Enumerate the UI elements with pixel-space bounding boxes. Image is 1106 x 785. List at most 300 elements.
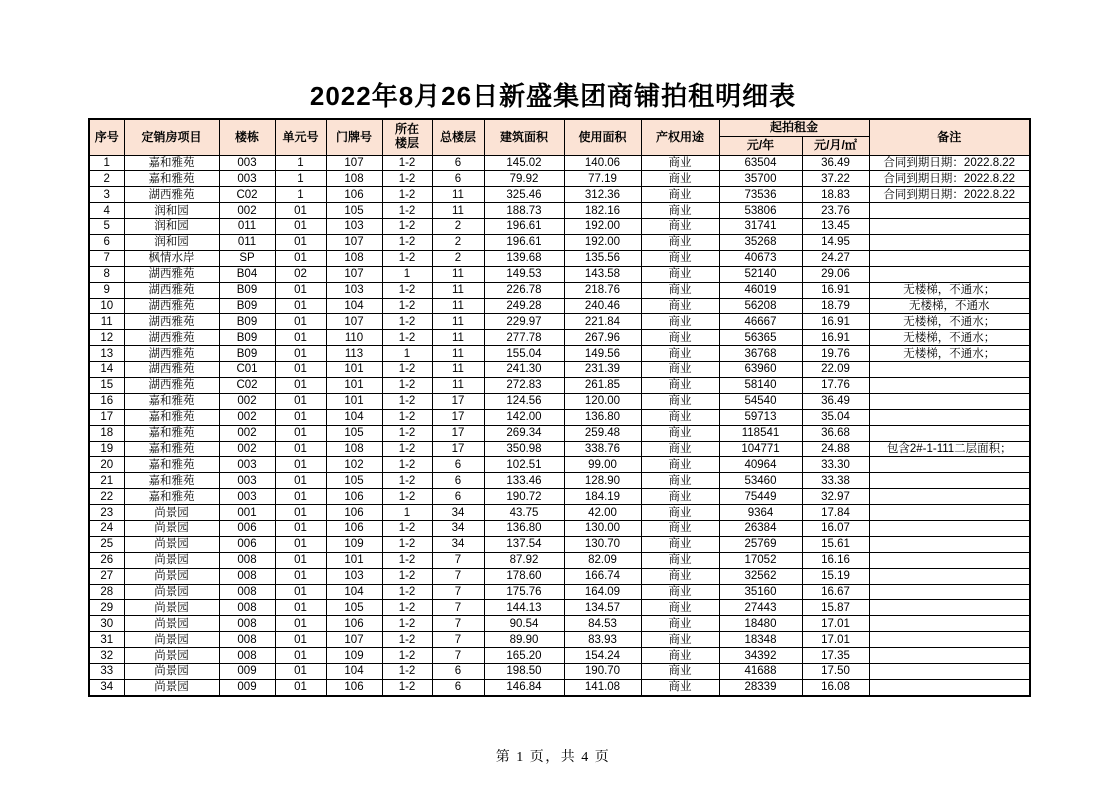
cell-unit: 01 xyxy=(275,536,326,552)
cell-remark: 合同到期日期：2022.8.22 xyxy=(869,171,1030,187)
table-row xyxy=(89,266,1030,282)
cell-remark: 合同到期日期：2022.8.22 xyxy=(869,155,1030,171)
cell-gross-area: 142.00 xyxy=(484,409,564,425)
cell-seq: 33 xyxy=(89,664,124,680)
cell-door: 105 xyxy=(326,203,382,219)
table-row xyxy=(89,362,1030,378)
cell-total-floors: 7 xyxy=(432,552,484,568)
table-row xyxy=(89,600,1030,616)
cell-door: 110 xyxy=(326,330,382,346)
cell-gross-area: 229.97 xyxy=(484,314,564,330)
cell-rent-month-sqm: 36.49 xyxy=(802,155,869,171)
cell-gross-area: 145.02 xyxy=(484,155,564,171)
cell-remark xyxy=(869,425,1030,441)
cell-rent-year: 53806 xyxy=(719,203,802,219)
cell-rent-year: 104771 xyxy=(719,441,802,457)
cell-door: 106 xyxy=(326,505,382,521)
cell-rent-month-sqm: 16.91 xyxy=(802,314,869,330)
cell-total-floors: 17 xyxy=(432,425,484,441)
cell-gross-area: 79.92 xyxy=(484,171,564,187)
cell-seq: 16 xyxy=(89,393,124,409)
cell-unit: 01 xyxy=(275,552,326,568)
cell-total-floors: 11 xyxy=(432,187,484,203)
cell-building: 002 xyxy=(219,409,275,425)
cell-building: SP xyxy=(219,250,275,266)
cell-unit: 01 xyxy=(275,473,326,489)
cell-gross-area: 226.78 xyxy=(484,282,564,298)
table-row xyxy=(89,457,1030,473)
cell-remark xyxy=(869,234,1030,250)
cell-usable-area: 83.93 xyxy=(564,632,641,648)
cell-usable-area: 312.36 xyxy=(564,187,641,203)
cell-project: 湖西雅苑 xyxy=(124,314,219,330)
cell-door: 109 xyxy=(326,648,382,664)
cell-usable-area: 192.00 xyxy=(564,219,641,235)
cell-property-use: 商业 xyxy=(641,250,719,266)
cell-property-use: 商业 xyxy=(641,425,719,441)
cell-property-use: 商业 xyxy=(641,520,719,536)
cell-building: B09 xyxy=(219,314,275,330)
cell-seq: 20 xyxy=(89,457,124,473)
cell-floor: 1-2 xyxy=(382,679,432,695)
cell-floor: 1 xyxy=(382,505,432,521)
cell-gross-area: 196.61 xyxy=(484,219,564,235)
table-row xyxy=(89,679,1030,695)
header-building: 楼栋 xyxy=(219,119,275,155)
header-rent-per-month-sqm: 元/月/㎡ xyxy=(802,136,869,155)
cell-gross-area: 350.98 xyxy=(484,441,564,457)
cell-gross-area: 136.80 xyxy=(484,520,564,536)
cell-usable-area: 231.39 xyxy=(564,362,641,378)
cell-remark xyxy=(869,679,1030,695)
cell-building: 008 xyxy=(219,568,275,584)
cell-gross-area: 269.34 xyxy=(484,425,564,441)
cell-gross-area: 139.68 xyxy=(484,250,564,266)
cell-seq: 10 xyxy=(89,298,124,314)
cell-project: 嘉和雅苑 xyxy=(124,441,219,457)
cell-door: 103 xyxy=(326,568,382,584)
cell-building: 008 xyxy=(219,600,275,616)
cell-floor: 1-2 xyxy=(382,568,432,584)
cell-remark xyxy=(869,409,1030,425)
cell-building: 006 xyxy=(219,536,275,552)
cell-rent-month-sqm: 16.91 xyxy=(802,282,869,298)
page-footer: 第 1 页，共 4 页 xyxy=(495,750,611,765)
cell-rent-month-sqm: 14.95 xyxy=(802,234,869,250)
cell-floor: 1-2 xyxy=(382,552,432,568)
cell-gross-area: 190.72 xyxy=(484,489,564,505)
cell-rent-year: 9364 xyxy=(719,505,802,521)
cell-seq: 30 xyxy=(89,616,124,632)
cell-floor: 1-2 xyxy=(382,282,432,298)
cell-door: 103 xyxy=(326,282,382,298)
cell-remark xyxy=(869,568,1030,584)
cell-gross-area: 137.54 xyxy=(484,536,564,552)
cell-rent-year: 118541 xyxy=(719,425,802,441)
cell-unit: 01 xyxy=(275,457,326,473)
table-row xyxy=(89,219,1030,235)
cell-seq: 1 xyxy=(89,155,124,171)
cell-door: 107 xyxy=(326,234,382,250)
cell-usable-area: 166.74 xyxy=(564,568,641,584)
cell-building: 008 xyxy=(219,616,275,632)
cell-rent-year: 53460 xyxy=(719,473,802,489)
table-row xyxy=(89,552,1030,568)
cell-rent-year: 31741 xyxy=(719,219,802,235)
cell-total-floors: 6 xyxy=(432,679,484,695)
cell-floor: 1-2 xyxy=(382,377,432,393)
cell-unit: 01 xyxy=(275,489,326,505)
cell-building: B09 xyxy=(219,346,275,362)
cell-remark: 合同到期日期：2022.8.22 xyxy=(869,187,1030,203)
cell-building: 009 xyxy=(219,664,275,680)
cell-project: 尚景园 xyxy=(124,584,219,600)
cell-unit: 01 xyxy=(275,632,326,648)
cell-rent-year: 54540 xyxy=(719,393,802,409)
cell-unit: 01 xyxy=(275,346,326,362)
cell-floor: 1-2 xyxy=(382,489,432,505)
cell-property-use: 商业 xyxy=(641,679,719,695)
cell-remark xyxy=(869,362,1030,378)
cell-seq: 15 xyxy=(89,377,124,393)
cell-usable-area: 218.76 xyxy=(564,282,641,298)
cell-usable-area: 149.56 xyxy=(564,346,641,362)
cell-door: 109 xyxy=(326,536,382,552)
cell-usable-area: 42.00 xyxy=(564,505,641,521)
cell-door: 108 xyxy=(326,171,382,187)
cell-building: 001 xyxy=(219,505,275,521)
cell-total-floors: 7 xyxy=(432,568,484,584)
cell-usable-area: 82.09 xyxy=(564,552,641,568)
cell-gross-area: 144.13 xyxy=(484,600,564,616)
cell-rent-month-sqm: 24.27 xyxy=(802,250,869,266)
cell-building: 008 xyxy=(219,648,275,664)
table-row xyxy=(89,298,1030,314)
cell-building: 008 xyxy=(219,584,275,600)
cell-gross-area: 102.51 xyxy=(484,457,564,473)
cell-remark xyxy=(869,600,1030,616)
cell-property-use: 商业 xyxy=(641,632,719,648)
cell-property-use: 商业 xyxy=(641,234,719,250)
cell-floor: 1 xyxy=(382,346,432,362)
cell-seq: 29 xyxy=(89,600,124,616)
cell-unit: 01 xyxy=(275,409,326,425)
table-row xyxy=(89,473,1030,489)
cell-remark xyxy=(869,219,1030,235)
cell-remark xyxy=(869,473,1030,489)
cell-unit: 01 xyxy=(275,330,326,346)
cell-door: 104 xyxy=(326,584,382,600)
cell-remark: 无楼梯，不通水； xyxy=(869,346,1030,362)
cell-project: 湖西雅苑 xyxy=(124,282,219,298)
cell-usable-area: 130.00 xyxy=(564,520,641,536)
cell-seq: 14 xyxy=(89,362,124,378)
cell-project: 润和园 xyxy=(124,219,219,235)
cell-property-use: 商业 xyxy=(641,171,719,187)
cell-project: 尚景园 xyxy=(124,616,219,632)
cell-total-floors: 2 xyxy=(432,250,484,266)
cell-unit: 01 xyxy=(275,600,326,616)
cell-seq: 27 xyxy=(89,568,124,584)
cell-total-floors: 11 xyxy=(432,266,484,282)
cell-project: 尚景园 xyxy=(124,632,219,648)
cell-property-use: 商业 xyxy=(641,489,719,505)
cell-total-floors: 11 xyxy=(432,282,484,298)
cell-door: 105 xyxy=(326,600,382,616)
cell-unit: 01 xyxy=(275,393,326,409)
cell-usable-area: 140.06 xyxy=(564,155,641,171)
cell-property-use: 商业 xyxy=(641,536,719,552)
cell-unit: 01 xyxy=(275,616,326,632)
cell-property-use: 商业 xyxy=(641,648,719,664)
cell-unit: 01 xyxy=(275,441,326,457)
cell-project: 润和园 xyxy=(124,203,219,219)
cell-floor: 1-2 xyxy=(382,219,432,235)
cell-seq: 13 xyxy=(89,346,124,362)
cell-project: 湖西雅苑 xyxy=(124,266,219,282)
cell-remark xyxy=(869,489,1030,505)
cell-rent-year: 58140 xyxy=(719,377,802,393)
cell-property-use: 商业 xyxy=(641,362,719,378)
cell-seq: 19 xyxy=(89,441,124,457)
cell-floor: 1-2 xyxy=(382,536,432,552)
cell-door: 106 xyxy=(326,616,382,632)
cell-total-floors: 6 xyxy=(432,171,484,187)
cell-building: B04 xyxy=(219,266,275,282)
cell-door: 104 xyxy=(326,409,382,425)
cell-property-use: 商业 xyxy=(641,377,719,393)
header-starting-rent: 起拍租金 xyxy=(719,119,869,136)
cell-floor: 1-2 xyxy=(382,234,432,250)
cell-gross-area: 277.78 xyxy=(484,330,564,346)
cell-property-use: 商业 xyxy=(641,330,719,346)
cell-total-floors: 6 xyxy=(432,457,484,473)
cell-total-floors: 2 xyxy=(432,219,484,235)
cell-door: 106 xyxy=(326,187,382,203)
cell-property-use: 商业 xyxy=(641,441,719,457)
cell-total-floors: 11 xyxy=(432,298,484,314)
cell-property-use: 商业 xyxy=(641,298,719,314)
cell-door: 107 xyxy=(326,266,382,282)
cell-remark xyxy=(869,520,1030,536)
cell-usable-area: 143.58 xyxy=(564,266,641,282)
cell-unit: 01 xyxy=(275,505,326,521)
cell-project: 嘉和雅苑 xyxy=(124,409,219,425)
table-row xyxy=(89,234,1030,250)
cell-rent-month-sqm: 23.76 xyxy=(802,203,869,219)
cell-rent-year: 59713 xyxy=(719,409,802,425)
cell-building: C02 xyxy=(219,187,275,203)
cell-total-floors: 11 xyxy=(432,362,484,378)
cell-unit: 01 xyxy=(275,250,326,266)
cell-gross-area: 155.04 xyxy=(484,346,564,362)
cell-gross-area: 90.54 xyxy=(484,616,564,632)
header-remarks: 备注 xyxy=(869,119,1030,155)
cell-total-floors: 7 xyxy=(432,600,484,616)
cell-property-use: 商业 xyxy=(641,552,719,568)
cell-gross-area: 188.73 xyxy=(484,203,564,219)
header-unit: 单元号 xyxy=(275,119,326,155)
cell-rent-year: 56365 xyxy=(719,330,802,346)
cell-seq: 23 xyxy=(89,505,124,521)
cell-project: 湖西雅苑 xyxy=(124,377,219,393)
cell-seq: 7 xyxy=(89,250,124,266)
cell-seq: 2 xyxy=(89,171,124,187)
header-gross-area: 建筑面积 xyxy=(484,119,564,155)
cell-floor: 1-2 xyxy=(382,584,432,600)
cell-floor: 1-2 xyxy=(382,616,432,632)
cell-building: 008 xyxy=(219,632,275,648)
cell-project: 尚景园 xyxy=(124,568,219,584)
cell-usable-area: 99.00 xyxy=(564,457,641,473)
cell-total-floors: 6 xyxy=(432,489,484,505)
cell-rent-year: 18480 xyxy=(719,616,802,632)
cell-project: 尚景园 xyxy=(124,505,219,521)
cell-gross-area: 198.50 xyxy=(484,664,564,680)
cell-gross-area: 165.20 xyxy=(484,648,564,664)
cell-floor: 1-2 xyxy=(382,409,432,425)
cell-unit: 01 xyxy=(275,282,326,298)
cell-remark xyxy=(869,664,1030,680)
cell-unit: 1 xyxy=(275,155,326,171)
cell-usable-area: 267.96 xyxy=(564,330,641,346)
cell-floor: 1-2 xyxy=(382,314,432,330)
cell-project: 嘉和雅苑 xyxy=(124,393,219,409)
cell-seq: 21 xyxy=(89,473,124,489)
cell-total-floors: 11 xyxy=(432,346,484,362)
cell-property-use: 商业 xyxy=(641,393,719,409)
cell-project: 尚景园 xyxy=(124,648,219,664)
cell-rent-year: 32562 xyxy=(719,568,802,584)
cell-total-floors: 6 xyxy=(432,155,484,171)
cell-building: B09 xyxy=(219,282,275,298)
cell-rent-month-sqm: 17.01 xyxy=(802,632,869,648)
cell-property-use: 商业 xyxy=(641,600,719,616)
cell-unit: 01 xyxy=(275,362,326,378)
cell-rent-year: 28339 xyxy=(719,679,802,695)
header-property-use: 产权用途 xyxy=(641,119,719,155)
cell-total-floors: 6 xyxy=(432,473,484,489)
cell-total-floors: 2 xyxy=(432,234,484,250)
cell-total-floors: 34 xyxy=(432,536,484,552)
cell-building: 003 xyxy=(219,473,275,489)
cell-floor: 1-2 xyxy=(382,632,432,648)
cell-rent-month-sqm: 18.79 xyxy=(802,298,869,314)
cell-rent-month-sqm: 22.09 xyxy=(802,362,869,378)
cell-unit: 01 xyxy=(275,568,326,584)
cell-usable-area: 338.76 xyxy=(564,441,641,457)
cell-usable-area: 154.24 xyxy=(564,648,641,664)
cell-total-floors: 17 xyxy=(432,409,484,425)
table-row xyxy=(89,648,1030,664)
cell-rent-year: 46667 xyxy=(719,314,802,330)
cell-project: 尚景园 xyxy=(124,520,219,536)
cell-gross-area: 146.84 xyxy=(484,679,564,695)
cell-door: 103 xyxy=(326,219,382,235)
cell-rent-year: 26384 xyxy=(719,520,802,536)
cell-floor: 1-2 xyxy=(382,171,432,187)
cell-project: 尚景园 xyxy=(124,679,219,695)
cell-usable-area: 259.48 xyxy=(564,425,641,441)
header-usable-area: 使用面积 xyxy=(564,119,641,155)
cell-remark xyxy=(869,505,1030,521)
cell-property-use: 商业 xyxy=(641,457,719,473)
cell-seq: 34 xyxy=(89,679,124,695)
cell-floor: 1-2 xyxy=(382,362,432,378)
cell-rent-year: 35160 xyxy=(719,584,802,600)
cell-usable-area: 240.46 xyxy=(564,298,641,314)
table-row xyxy=(89,505,1030,521)
cell-rent-year: 40673 xyxy=(719,250,802,266)
cell-unit: 01 xyxy=(275,219,326,235)
cell-property-use: 商业 xyxy=(641,282,719,298)
cell-usable-area: 136.80 xyxy=(564,409,641,425)
cell-floor: 1-2 xyxy=(382,664,432,680)
cell-rent-month-sqm: 17.01 xyxy=(802,616,869,632)
cell-rent-month-sqm: 17.35 xyxy=(802,648,869,664)
cell-rent-year: 46019 xyxy=(719,282,802,298)
cell-seq: 22 xyxy=(89,489,124,505)
cell-project: 嘉和雅苑 xyxy=(124,473,219,489)
cell-rent-year: 63504 xyxy=(719,155,802,171)
cell-rent-month-sqm: 33.38 xyxy=(802,473,869,489)
table-row xyxy=(89,409,1030,425)
header-total-floors: 总楼层 xyxy=(432,119,484,155)
cell-rent-year: 25769 xyxy=(719,536,802,552)
cell-unit: 02 xyxy=(275,266,326,282)
cell-rent-month-sqm: 15.87 xyxy=(802,600,869,616)
page-title: 2022年8月26日新盛集团商铺拍租明细表 xyxy=(309,81,797,111)
cell-rent-year: 18348 xyxy=(719,632,802,648)
cell-remark xyxy=(869,648,1030,664)
cell-property-use: 商业 xyxy=(641,346,719,362)
cell-door: 107 xyxy=(326,314,382,330)
cell-seq: 4 xyxy=(89,203,124,219)
cell-usable-area: 221.84 xyxy=(564,314,641,330)
cell-door: 102 xyxy=(326,457,382,473)
cell-unit: 1 xyxy=(275,171,326,187)
cell-seq: 17 xyxy=(89,409,124,425)
cell-building: B09 xyxy=(219,330,275,346)
cell-remark xyxy=(869,266,1030,282)
cell-remark xyxy=(869,377,1030,393)
cell-usable-area: 141.08 xyxy=(564,679,641,695)
header-project: 定销房项目 xyxy=(124,119,219,155)
cell-gross-area: 124.56 xyxy=(484,393,564,409)
table-row xyxy=(89,330,1030,346)
cell-project: 湖西雅苑 xyxy=(124,298,219,314)
cell-project: 润和园 xyxy=(124,234,219,250)
cell-gross-area: 89.90 xyxy=(484,632,564,648)
cell-floor: 1-2 xyxy=(382,520,432,536)
cell-rent-month-sqm: 15.61 xyxy=(802,536,869,552)
cell-rent-year: 36768 xyxy=(719,346,802,362)
cell-gross-area: 196.61 xyxy=(484,234,564,250)
cell-unit: 01 xyxy=(275,234,326,250)
cell-floor: 1-2 xyxy=(382,203,432,219)
cell-property-use: 商业 xyxy=(641,664,719,680)
cell-project: 嘉和雅苑 xyxy=(124,155,219,171)
table-row xyxy=(89,568,1030,584)
cell-project: 嘉和雅苑 xyxy=(124,457,219,473)
cell-total-floors: 11 xyxy=(432,203,484,219)
cell-rent-month-sqm: 16.08 xyxy=(802,679,869,695)
cell-gross-area: 272.83 xyxy=(484,377,564,393)
cell-rent-month-sqm: 16.91 xyxy=(802,330,869,346)
cell-remark xyxy=(869,250,1030,266)
cell-building: 003 xyxy=(219,457,275,473)
table-row xyxy=(89,171,1030,187)
